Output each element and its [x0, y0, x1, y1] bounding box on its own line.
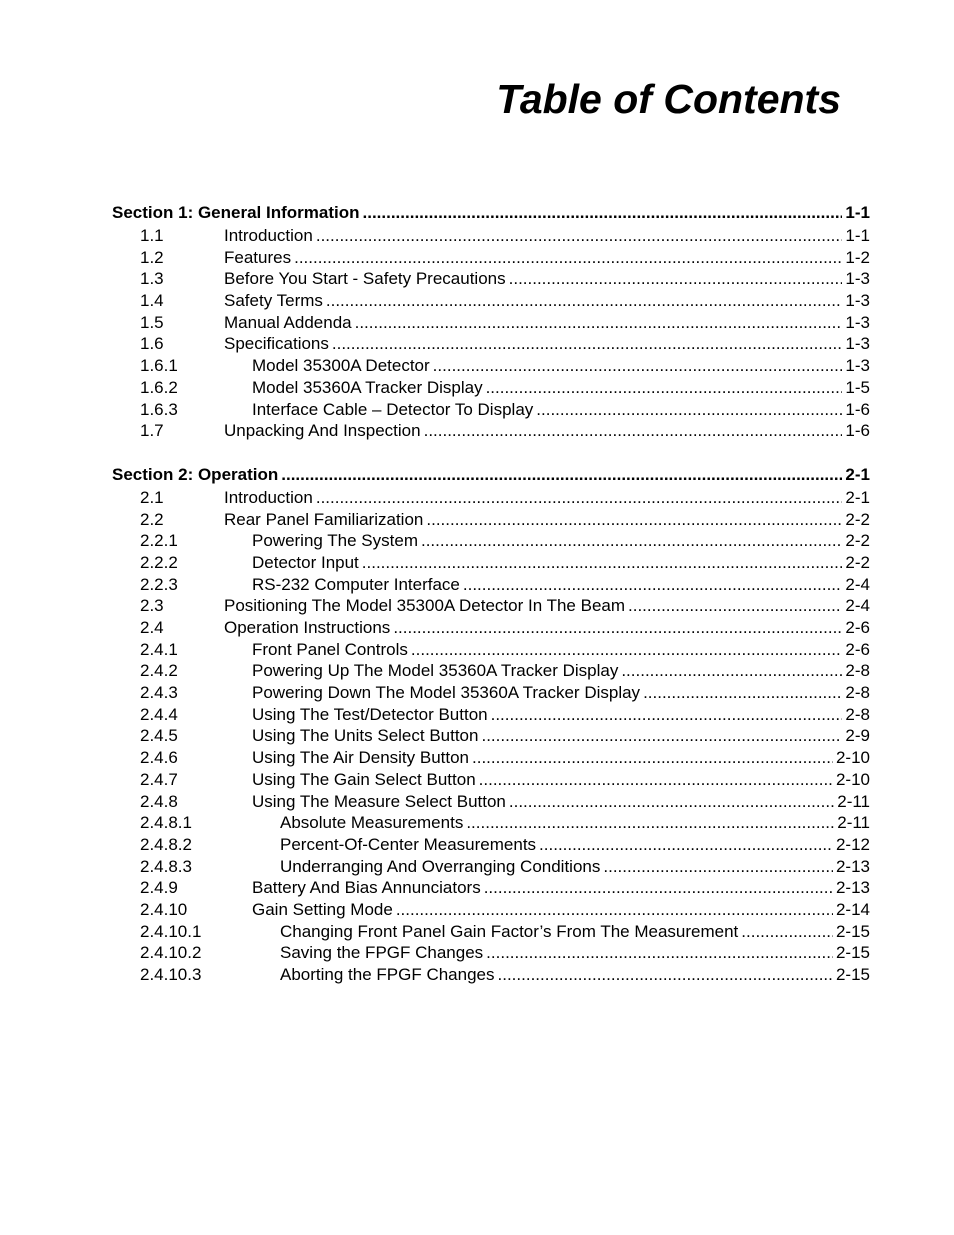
entry-page-number: 1-3: [845, 312, 870, 332]
dot-leader: [486, 942, 833, 964]
section-page-number: 1-1: [845, 203, 870, 222]
entry-number: 1.6.2: [140, 377, 178, 397]
dot-leader: [326, 290, 843, 312]
dot-leader: [316, 487, 843, 509]
dot-leader: [628, 595, 842, 617]
entry-page-number: 2-15: [835, 943, 870, 963]
toc-entry[interactable]: [112, 399, 870, 421]
toc-entry[interactable]: [112, 595, 870, 617]
entry-title: Saving the FPGF Changes: [280, 943, 484, 963]
entry-number: 2.2.3: [140, 574, 178, 594]
page-title: Table of Contents: [496, 76, 841, 122]
toc-entry[interactable]: [112, 856, 870, 878]
entry-page-number: 2-6: [845, 639, 870, 659]
dot-leader: [362, 552, 843, 574]
toc-entry[interactable]: [112, 509, 870, 531]
entry-title: Introduction: [224, 226, 313, 245]
entry-number: 2.4.10.3: [140, 965, 202, 984]
entry-title: Positioning The Model 35300A Detector In The Beam: [224, 596, 626, 616]
entry-title: Safety Terms: [224, 291, 323, 311]
entry-page-number: 2-15: [835, 921, 870, 941]
dot-leader: [316, 225, 843, 247]
dot-leader: [498, 964, 833, 986]
toc-entry[interactable]: [112, 290, 870, 312]
dot-leader: [481, 725, 842, 747]
entry-number: 2.2: [140, 509, 164, 529]
entry-page-number: 2-8: [845, 683, 870, 703]
dot-leader: [509, 791, 834, 813]
dot-leader: [603, 856, 833, 878]
toc-entry[interactable]: [112, 420, 870, 442]
entry-page-number: 2-10: [835, 769, 870, 789]
entry-page-number: 2-1: [845, 487, 870, 507]
toc-entry[interactable]: [112, 725, 870, 747]
entry-page-number: 1-3: [845, 334, 870, 354]
dot-leader: [393, 617, 842, 639]
dot-leader: [621, 660, 842, 682]
entry-page-number: 2-2: [845, 552, 870, 572]
entry-title: Gain Setting Mode: [252, 899, 393, 919]
entry-number: 2.4.10: [140, 899, 188, 919]
entry-page-number: 2-4: [845, 596, 870, 616]
entry-number: 2.4.3: [140, 683, 178, 703]
entry-number: 2.4.5: [140, 726, 178, 746]
entry-page-number: 2-2: [845, 531, 870, 551]
entry-title: Percent-Of-Center Measurements: [280, 834, 537, 854]
entry-page-number: 2-8: [845, 704, 870, 724]
toc-entry[interactable]: [112, 747, 870, 769]
entry-page-number: 1-3: [845, 291, 870, 311]
toc-entry[interactable]: [112, 942, 870, 964]
entry-page-number: 2-13: [835, 878, 870, 898]
section-page-number: 2-1: [845, 464, 870, 484]
toc-entry[interactable]: [112, 834, 870, 856]
toc-entry[interactable]: [112, 877, 870, 899]
entry-number: 1.2: [140, 247, 164, 267]
entry-title: Manual Addenda: [224, 312, 352, 332]
dot-leader: [433, 355, 843, 377]
entry-number: 2.4.10.2: [140, 943, 202, 963]
toc-entry[interactable]: [112, 247, 870, 269]
dot-leader: [491, 704, 843, 726]
entry-title: Rear Panel Familiarization: [224, 509, 424, 529]
entry-title: Absolute Measurements: [280, 813, 464, 833]
dot-leader: [396, 899, 833, 921]
toc-entry[interactable]: [112, 355, 870, 377]
toc-entry[interactable]: [112, 377, 870, 399]
entry-title: Using The Gain Select Button: [252, 769, 476, 789]
entry-page-number: 1-6: [845, 421, 870, 441]
entry-page-number: 2-13: [835, 856, 870, 876]
entry-number: 2.2.1: [140, 531, 178, 551]
dot-leader: [421, 530, 842, 552]
entry-title: Before You Start - Safety Precautions: [224, 269, 506, 289]
toc-entry[interactable]: [112, 769, 870, 791]
dot-leader: [486, 377, 843, 399]
entry-number: 2.4.2: [140, 661, 178, 681]
toc-entry[interactable]: [112, 487, 870, 509]
toc-entry[interactable]: [112, 704, 870, 726]
entry-number: 2.4.8.2: [140, 834, 192, 854]
entry-page-number: 1-3: [845, 356, 870, 376]
entry-number: 2.4: [140, 618, 164, 637]
entry-title: Interface Cable – Detector To Display: [252, 399, 534, 419]
entry-number: 1.1: [140, 226, 164, 245]
toc-entry[interactable]: [112, 791, 870, 813]
dot-leader: [426, 509, 842, 531]
entry-number: 1.7: [140, 421, 164, 441]
entry-title: Battery And Bias Annunciators: [252, 878, 481, 898]
dot-leader: [472, 747, 833, 769]
entry-page-number: 1-5: [845, 377, 870, 397]
entry-number: 2.4.8.1: [140, 813, 192, 833]
dot-leader: [539, 834, 833, 856]
toc-entry[interactable]: [112, 530, 870, 552]
dot-leader: [643, 682, 842, 704]
entry-number: 2.4.7: [140, 769, 178, 789]
entry-title: Using The Units Select Button: [252, 726, 479, 746]
entry-page-number: 2-10: [835, 748, 870, 768]
entry-number: 1.6.1: [140, 356, 178, 376]
entry-title: Features: [224, 247, 292, 267]
section-heading-title: Section 2: Operation: [112, 464, 279, 484]
entry-page-number: 2-12: [835, 834, 870, 854]
dot-leader: [281, 463, 842, 487]
entry-title: Powering Up The Model 35360A Tracker Display: [252, 661, 619, 681]
entry-page-number: 2-11: [837, 813, 870, 833]
toc-section: [112, 201, 870, 442]
entry-number: 2.4.6: [140, 748, 178, 768]
entry-title: Unpacking And Inspection: [224, 421, 421, 441]
entry-title: Aborting the FPGF Changes: [280, 965, 495, 984]
entry-title: RS-232 Computer Interface: [252, 574, 460, 594]
entry-page-number: 2-9: [845, 726, 870, 746]
table-of-contents: [112, 201, 870, 1007]
entry-page-number: 2-4: [845, 574, 870, 594]
entry-title: Model 35360A Tracker Display: [252, 377, 483, 397]
section-heading[interactable]: [112, 463, 870, 487]
entry-number: 1.5: [140, 312, 164, 332]
dot-leader: [741, 921, 833, 943]
entry-number: 1.6.3: [140, 399, 178, 419]
dot-leader: [332, 333, 843, 355]
entry-page-number: 2-11: [837, 791, 870, 811]
entry-number: 2.4.8: [140, 791, 178, 811]
entry-number: 2.1: [140, 487, 164, 507]
entry-title: Operation Instructions: [224, 618, 391, 637]
entry-page-number: 1-3: [845, 269, 870, 289]
entry-number: 2.4.9: [140, 878, 178, 898]
entry-page-number: 2-15: [835, 965, 870, 984]
entry-page-number: 2-8: [845, 661, 870, 681]
section-heading[interactable]: [112, 201, 870, 225]
entry-title: Using The Measure Select Button: [252, 791, 506, 811]
dot-leader: [294, 247, 842, 269]
toc-entry[interactable]: [112, 552, 870, 574]
dot-leader: [363, 201, 843, 225]
toc-entry[interactable]: [112, 312, 870, 334]
dot-leader: [355, 312, 843, 334]
entry-page-number: 2-6: [845, 618, 870, 637]
entry-number: 2.4.4: [140, 704, 178, 724]
toc-entry[interactable]: [112, 921, 870, 943]
dot-leader: [479, 769, 833, 791]
toc-section: [112, 463, 870, 986]
entry-page-number: 1-2: [845, 247, 870, 267]
entry-title: Powering The System: [252, 531, 418, 551]
dot-leader: [466, 812, 834, 834]
entry-number: 2.2.2: [140, 552, 178, 572]
entry-title: Underranging And Overranging Conditions: [280, 856, 601, 876]
toc-entry[interactable]: [112, 574, 870, 596]
toc-entry[interactable]: [112, 964, 870, 986]
toc-entry[interactable]: [112, 682, 870, 704]
toc-entry[interactable]: [112, 225, 870, 247]
toc-entry[interactable]: [112, 899, 870, 921]
entry-page-number: 1-1: [845, 226, 870, 245]
toc-entry[interactable]: [112, 268, 870, 290]
entry-number: 1.6: [140, 334, 164, 354]
entry-title: Changing Front Panel Gain Factor’s From The Measurement: [280, 921, 739, 941]
dot-leader: [536, 399, 842, 421]
entry-title: Using The Air Density Button: [252, 748, 470, 768]
toc-entry[interactable]: [112, 639, 870, 661]
entry-number: 1.4: [140, 291, 164, 311]
entry-title: Using The Test/Detector Button: [252, 704, 488, 724]
entry-title: Specifications: [224, 334, 329, 354]
entry-number: 1.3: [140, 269, 164, 289]
entry-title: Model 35300A Detector: [252, 356, 430, 376]
dot-leader: [509, 268, 843, 290]
entry-page-number: 2-2: [845, 509, 870, 529]
entry-title: Powering Down The Model 35360A Tracker Display: [252, 683, 641, 703]
entry-number: 2.4.8.3: [140, 856, 192, 876]
entry-number: 2.4.10.1: [140, 921, 202, 941]
dot-leader: [411, 639, 843, 661]
toc-entry[interactable]: [112, 617, 870, 639]
dot-leader: [424, 420, 843, 442]
entry-number: 2.4.1: [140, 639, 178, 659]
entry-title: Front Panel Controls: [252, 639, 408, 659]
entry-title: Detector Input: [252, 552, 359, 572]
dot-leader: [463, 574, 843, 596]
dot-leader: [484, 877, 833, 899]
entry-number: 2.3: [140, 596, 164, 616]
entry-page-number: 2-14: [835, 899, 870, 919]
section-heading-title: Section 1: General Information: [112, 203, 360, 222]
entry-title: Introduction: [224, 487, 313, 507]
entry-page-number: 1-6: [845, 399, 870, 419]
toc-entry[interactable]: [112, 812, 870, 834]
toc-entry[interactable]: [112, 333, 870, 355]
toc-entry[interactable]: [112, 660, 870, 682]
